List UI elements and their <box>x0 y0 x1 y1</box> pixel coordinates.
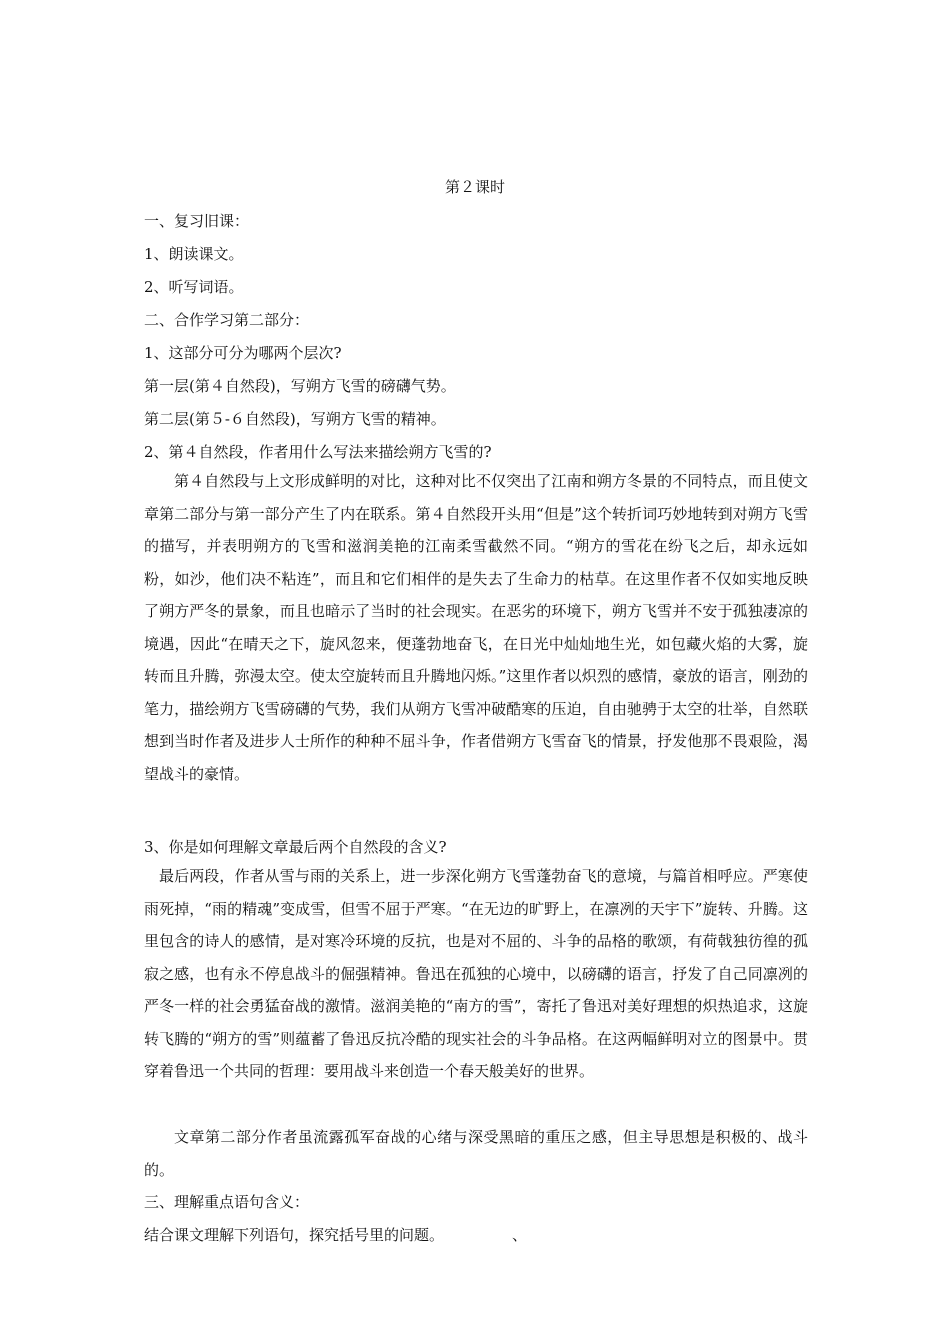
question-2: 2、第４自然段，作者用什么写法来描绘朔方飞雪的? <box>144 443 492 461</box>
question-1: 1、这部分可分为哪两个层次? <box>144 344 342 362</box>
list-item: 2、听写词语。 <box>144 278 244 296</box>
list-item: 1、朗读课文。 <box>144 245 244 263</box>
answer-paragraph-1: 第４自然段与上文形成鲜明的对比，这种对比不仅突出了江南和朔方冬景的不同特点，而且使文章第二部分与第一部分产生了内在联系。第４自然段开头用“但是”这个转折词巧妙地转到对朔方飞雪的描写，并表明朔方的飞雪和滋润美艳的江南柔雪截然不同。“朔方的雪花在纷飞之后，却永远如粉，如沙，他们决不粘连”，而且和它们相伴的是失去了生命力的枯草。在这里作者不仅如实地反映了朔方严冬的景象，而且也暗示了当时的社会现实。在恶劣的环境下，朔方飞雪并不安于孤独凄凉的境遇，因此“在晴天之下，旋风忽来，便蓬勃地奋飞，在日光中灿灿地生光，如包藏火焰的大雾，旋转而且升腾，弥漫太空。使太空旋转而且升腾地闪烁。”这里作者以炽烈的感情，豪放的语言，刚劲的笔力，描绘朔方飞雪磅礴的气势，我们从朔方飞雪冲破酷寒的压迫，自由驰骋于太空的壮举，自然联想到当时作者及进步人士所作的种种不屈斗争，作者借朔方飞雪奋飞的情景，抒发他那不畏艰险，渴望战斗的豪情。 <box>144 472 808 783</box>
question-3: 3、你是如何理解文章最后两个自然段的含义? <box>144 838 447 856</box>
instruction-text: 结合课文理解下列语句，探究括号里的问题。 <box>144 1226 445 1244</box>
instruction-line <box>144 1224 527 1246</box>
answer-paragraph-3: 文章第二部分作者虽流露孤军奋战的心绪与深受黑暗的重压之感，但主导思想是积极的、战斗的。 <box>144 1128 808 1179</box>
answer-layer-1: 第一层(第４自然段)，写朔方飞雪的磅礴气势。 <box>144 377 456 395</box>
section-heading-1: 一、复习旧课： <box>144 212 250 230</box>
section-heading-3: 三、理解重点语句含义： <box>144 1193 310 1211</box>
section-heading-2: 二、合作学习第二部分： <box>144 311 310 329</box>
answer-layer-2: 第二层(第５-６自然段)，写朔方飞雪的精神。 <box>144 410 446 428</box>
answer-paragraph-2: 最后两段，作者从雪与雨的关系上，进一步深化朔方飞雪蓬勃奋飞的意境，与篇首相呼应。严寒使雨死掉，“雨的精魂”变成雪，但雪不屈于严寒。“在无边的旷野上，在凛冽的天宇下”旋转、升腾。这里包含的诗人的感情，是对寒冷环境的反抗，也是对不屈的、斗争的品格的歌颂，有荷戟独彷徨的孤寂之感，也有永不停息战斗的倔强精神。鲁迅在孤独的心境中，以磅礴的语言，抒发了自己同凛冽的严冬一样的社会勇猛奋战的激情。滋润美艳的“南方的雪”，寄托了鲁迅对美好理想的炽热追求，这旋转飞腾的“朔方的雪”则蕴蓄了鲁迅反抗冷酷的现实社会的斗争品格。在这两幅鲜明对立的图景中。贯穿着鲁迅一个共同的哲理：要用战斗来创造一个春天般美好的世界。 <box>144 867 808 1080</box>
trailing-mark: 、 <box>512 1226 528 1244</box>
lesson-title: 第２课时 <box>444 178 505 196</box>
